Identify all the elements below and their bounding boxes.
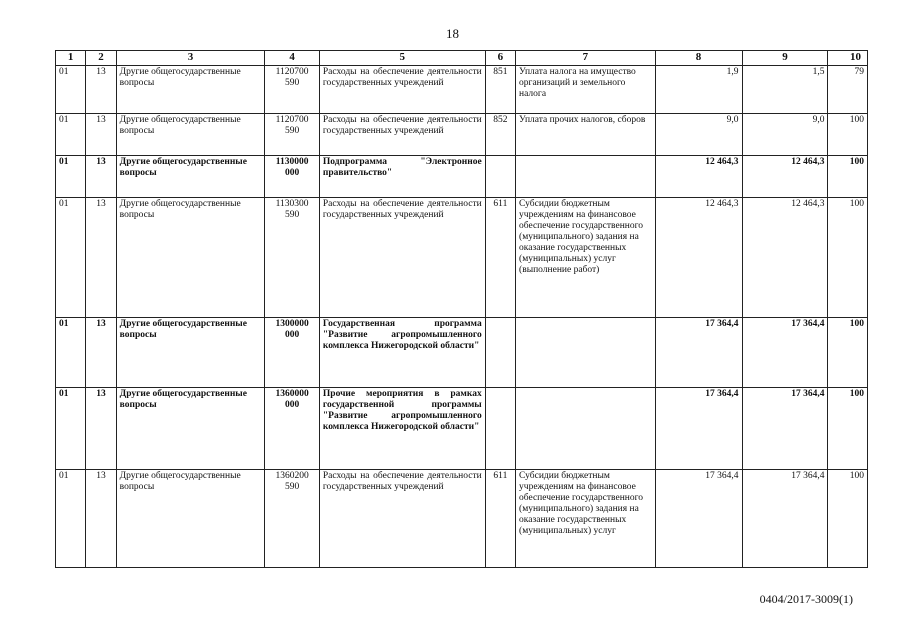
cell-c4: 1130300 590 [265, 198, 320, 318]
page-number: 18 [446, 26, 459, 41]
cell-c2: 13 [86, 156, 116, 198]
cell-c10: 79 [828, 66, 868, 114]
cell-c10: 100 [828, 388, 868, 470]
cell-c3: Другие общегосударственные вопросы [116, 66, 265, 114]
cell-c7 [516, 318, 656, 388]
cell-c1: 01 [56, 114, 86, 156]
cell-c9: 17 364,4 [742, 388, 828, 470]
cell-c3: Другие общегосударственные вопросы [116, 318, 265, 388]
cell-c10: 100 [828, 198, 868, 318]
cell-c8: 1,9 [655, 66, 742, 114]
cell-c1: 01 [56, 156, 86, 198]
cell-c2: 13 [86, 114, 116, 156]
cell-c9: 17 364,4 [742, 470, 828, 568]
table-row [56, 66, 868, 114]
cell-c3: Другие общегосударственные вопросы [116, 470, 265, 568]
cell-c9: 9,0 [742, 114, 828, 156]
cell-c6 [485, 388, 515, 470]
cell-c5: Прочие мероприятия в рамках государственной программы "Развитие агропромышленного комплекса Нижегородской области" [319, 388, 485, 470]
cell-c6: 611 [485, 470, 515, 568]
column-header: 6 [485, 51, 515, 66]
column-header: 3 [116, 51, 265, 66]
cell-c8: 17 364,4 [655, 318, 742, 388]
cell-c5: Расходы на обеспечение деятельности государственных учреждений [319, 470, 485, 568]
cell-c8: 12 464,3 [655, 198, 742, 318]
cell-c9: 1,5 [742, 66, 828, 114]
column-header: 5 [319, 51, 485, 66]
cell-c7: Уплата прочих налогов, сборов [516, 114, 656, 156]
cell-c6 [485, 156, 515, 198]
table-row [56, 198, 868, 318]
cell-c4: 1360000 000 [265, 388, 320, 470]
cell-c5: Подпрограмма "Электронное правительство" [319, 156, 485, 198]
cell-c5: Расходы на обеспечение деятельности государственных учреждений [319, 198, 485, 318]
cell-c4: 1120700 590 [265, 114, 320, 156]
table-row [56, 388, 868, 470]
table-row [56, 156, 868, 198]
cell-c1: 01 [56, 470, 86, 568]
cell-c3: Другие общегосударственные вопросы [116, 198, 265, 318]
column-header: 10 [828, 51, 868, 66]
cell-c6: 611 [485, 198, 515, 318]
cell-c9: 12 464,3 [742, 156, 828, 198]
cell-c2: 13 [86, 318, 116, 388]
cell-c1: 01 [56, 388, 86, 470]
cell-c2: 13 [86, 388, 116, 470]
column-header: 9 [742, 51, 828, 66]
column-header: 8 [655, 51, 742, 66]
budget-table [55, 50, 868, 568]
column-header: 1 [56, 51, 86, 66]
cell-c5: Расходы на обеспечение деятельности государственных учреждений [319, 114, 485, 156]
cell-c10: 100 [828, 318, 868, 388]
cell-c4: 1300000 000 [265, 318, 320, 388]
cell-c5: Государственная программа "Развитие агропромышленного комплекса Нижегородской области" [319, 318, 485, 388]
table-body [56, 66, 868, 568]
cell-c9: 17 364,4 [742, 318, 828, 388]
cell-c3: Другие общегосударственные вопросы [116, 156, 265, 198]
cell-c2: 13 [86, 470, 116, 568]
cell-c4: 1120700 590 [265, 66, 320, 114]
cell-c7: Субсидии бюджетным учреждениям на финансовое обеспечение государственного (муниципального) задания на оказание государственных (муниципальных) услуг [516, 470, 656, 568]
cell-c4: 1130000 000 [265, 156, 320, 198]
cell-c6: 851 [485, 66, 515, 114]
cell-c8: 17 364,4 [655, 470, 742, 568]
cell-c10: 100 [828, 114, 868, 156]
cell-c3: Другие общегосударственные вопросы [116, 388, 265, 470]
cell-c2: 13 [86, 198, 116, 318]
cell-c4: 1360200 590 [265, 470, 320, 568]
cell-c6 [485, 318, 515, 388]
cell-c5: Расходы на обеспечение деятельности государственных учреждений [319, 66, 485, 114]
cell-c9: 12 464,3 [742, 198, 828, 318]
cell-c10: 100 [828, 156, 868, 198]
cell-c8: 12 464,3 [655, 156, 742, 198]
footer-code: 0404/2017-3009(1) [759, 592, 853, 606]
table-row [56, 470, 868, 568]
cell-c10: 100 [828, 470, 868, 568]
cell-c1: 01 [56, 66, 86, 114]
cell-c7: Уплата налога на имущество организаций и земельного налога [516, 66, 656, 114]
table-row [56, 114, 868, 156]
cell-c7: Субсидии бюджетным учреждениям на финансовое обеспечение государственного (муниципального) задания на оказание государственных (муниципальных) услуг (выполнение работ) [516, 198, 656, 318]
cell-c8: 9,0 [655, 114, 742, 156]
cell-c3: Другие общегосударственные вопросы [116, 114, 265, 156]
column-header: 4 [265, 51, 320, 66]
cell-c8: 17 364,4 [655, 388, 742, 470]
cell-c1: 01 [56, 318, 86, 388]
column-header: 7 [516, 51, 656, 66]
cell-c1: 01 [56, 198, 86, 318]
cell-c7 [516, 156, 656, 198]
cell-c7 [516, 388, 656, 470]
table-row [56, 318, 868, 388]
cell-c6: 852 [485, 114, 515, 156]
cell-c2: 13 [86, 66, 116, 114]
header-row [56, 51, 868, 66]
column-header: 2 [86, 51, 116, 66]
